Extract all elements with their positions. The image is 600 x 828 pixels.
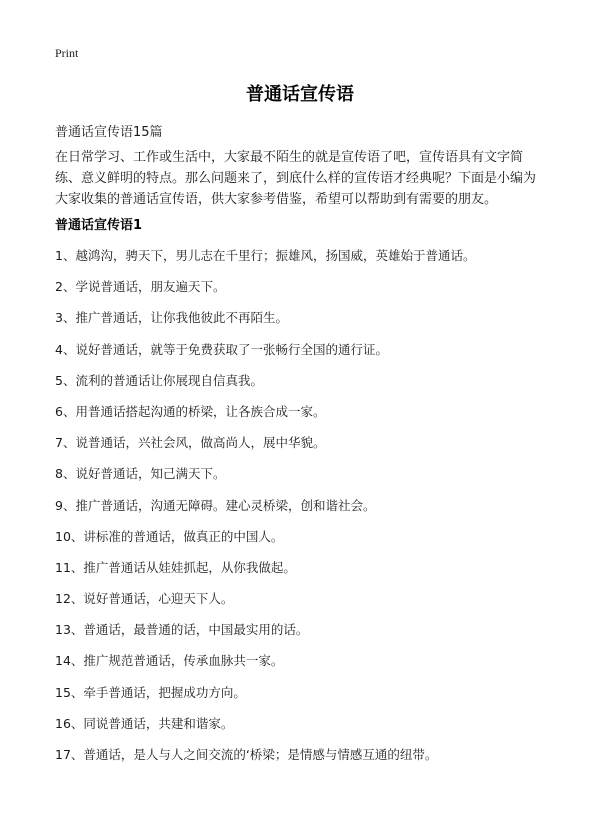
document-subtitle: 普通话宣传语15篇 — [55, 125, 163, 140]
slogan-item: 7、说普通话，兴社会风，做高尚人，展中华貌。 — [55, 435, 326, 451]
slogan-item: 12、说好普通话，心迎天下人。 — [55, 591, 234, 607]
slogan-item: 2、学说普通话，朋友遍天下。 — [55, 279, 226, 295]
slogan-item: 17、普通话，是人与人之间交流的‘桥梁；是情感与情感互通的纽带。 — [55, 747, 438, 762]
slogan-item: 11、推广普通话从娃娃抓起，从你我做起。 — [55, 559, 296, 575]
intro-paragraph: 在日常学习、工作或生活中，大家最不陌生的就是宣传语了吧，宣传语具有文字简练、意义鲜明的特点。那么问题来了，到底什么样的宣传语才经典呢？下面是小编为大家收集的普通话宣传语，供大家参考借鉴，希望可以帮助到有需要的朋友。 — [55, 150, 537, 207]
slogan-item: 3、推广普通话，让你我他彼此不再陌生。 — [55, 310, 288, 326]
slogan-item: 15、牵手普通话，把握成功方向。 — [55, 684, 246, 700]
print-link[interactable]: Print — [55, 46, 79, 60]
slogan-item: 6、用普通话搭起沟通的桥梁，让各族合成一家。 — [55, 403, 326, 419]
slogan-item: 10、讲标准的普通话，做真正的中国人。 — [55, 528, 284, 544]
slogan-item: 16、同说普通话，共建和谐家。 — [55, 715, 234, 731]
slogan-item: 9、推广普通话，沟通无障碍。建心灵桥梁，创和谐社会。 — [55, 497, 376, 513]
section-heading: 普通话宣传语1 — [55, 218, 143, 233]
slogan-item: 14、推广规范普通话，传承血脉共一家。 — [55, 653, 284, 669]
slogan-item: 8、说好普通话，知己满天下。 — [55, 466, 226, 482]
slogan-item: 5、流利的普通话让你展现自信真我。 — [55, 372, 263, 388]
slogan-item: 13、普通话，最普通的话，中国最实用的话。 — [55, 622, 309, 638]
slogan-item: 4、说好普通话，就等于免费获取了一张畅行全国的通行证。 — [55, 341, 388, 357]
slogan-list — [55, 245, 555, 775]
page-title: 普通话宣传语 — [246, 84, 354, 105]
slogan-item: 1、越鸿沟，骋天下，男儿志在千里行；振雄风，扬国威，英雄始于普通话。 — [55, 248, 476, 263]
